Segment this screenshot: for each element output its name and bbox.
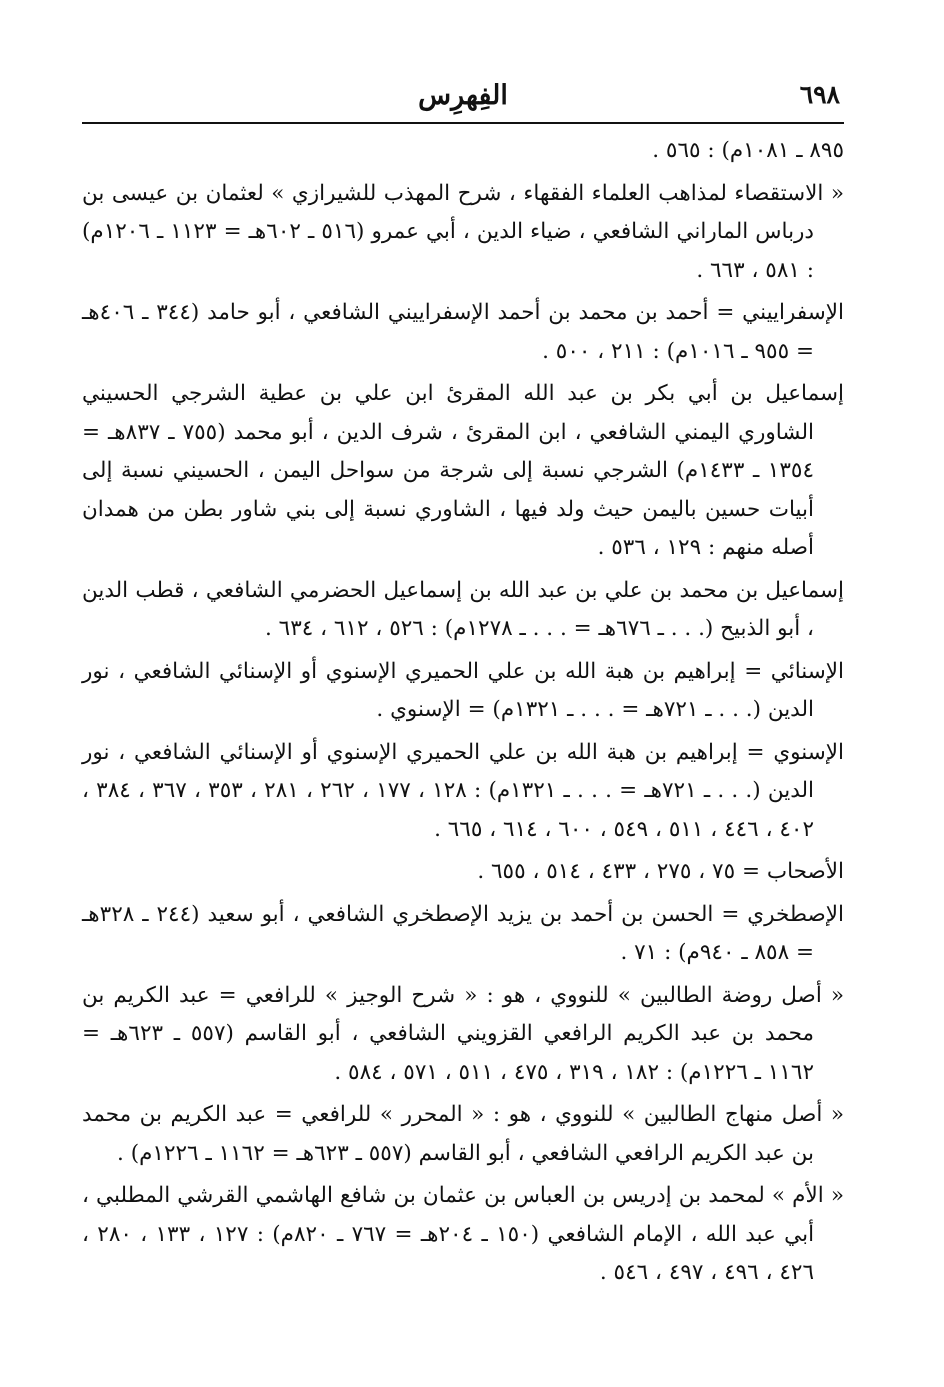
header-rule xyxy=(82,122,844,124)
index-entry: الإسفراييني = أحمد بن محمد بن أحمد الإسفراييني الشافعي ، أبو حامد (٣٤٤ ـ ٤٠٦هـ = ٩٥٥ ـ ١٠١٦م) : ٢١١ ، ٥٠٠ . xyxy=(82,300,844,364)
page-number: ٦٩٨ xyxy=(799,80,840,109)
index-entries xyxy=(82,132,844,1293)
index-entry: « أصل منهاج الطالبين » للنووي ، هو : « المحرر » للرافعي = عبد الكريم بن محمد بن عبد الكريم الرافعي الشافعي ، أبو القاسم (٥٥٧ ـ ٦٢٣هـ = ١١٦٢ ـ ١٢٢٦م) . xyxy=(82,1102,844,1166)
page-header xyxy=(82,80,844,122)
index-entry: إسماعيل بن محمد بن علي بن عبد الله بن إسماعيل الحضرمي الشافعي ، قطب الدين ، أبو الذبيح (. . . ـ ٦٧٦هـ = . . . ـ ١٢٧٨م) : ٥٢٦ ، ٦١٢ ، ٦٣٤ . xyxy=(82,577,844,641)
index-entry: « الاستقصاء لمذاهب العلماء الفقهاء ، شرح المهذب للشيرازي » لعثمان بن عيسى بن درباس الماراني الشافعي ، ضياء الدين ، أبي عمرو (٥١٦ ـ ٦٠٢هـ = ١١٢٣ ـ ١٢٠٦م) : ٥٨١ ، ٦٦٣ . xyxy=(82,180,844,283)
index-entry: « أصل روضة الطالبين » للنووي ، هو : « شرح الوجيز » للرافعي = عبد الكريم بن محمد بن عبد الكريم الرافعي القزويني الشافعي ، أبو القاسم (٥٥٧ ـ ٦٢٣هـ = ١١٦٢ ـ ١٢٢٦م) : ١٨٢ ، ٣١٩ ، ٤٧٥ ، ٥١١ ، ٥٧١ ، ٥٨٤ . xyxy=(82,982,844,1085)
index-entry: « الأم » لمحمد بن إدريس بن العباس بن عثمان بن شافع الهاشمي القرشي المطلبي ، أبي عبد الله ، الإمام الشافعي (١٥٠ ـ ٢٠٤هـ = ٧٦٧ ـ ٨٢٠م) : ١٢٧ ، ١٣٣ ، ٢٨٠ ، ٤٢٦ ، ٤٩٦ ، ٤٩٧ ، ٥٤٦ . xyxy=(82,1183,844,1285)
page-title: الفِهرِس xyxy=(418,80,508,111)
index-entry: إسماعيل بن أبي بكر بن عبد الله المقرئ ابن علي بن عطية الشرجي الحسيني الشاوري اليمني الشافعي ، ابن المقرئ ، شرف الدين ، أبو محمد (٧٥٥ ـ ٨٣٧هـ = ١٣٥٤ ـ ١٤٣٣م) الشرجي نسبة إلى شرجة من سواحل اليمن ، الحسيني نسبة إلى أبيات حسين باليمن حيث ولد فيها ، الشاوري نسبة إلى بني شاور بطن من همدان أصله منهم : ١٢٩ ، ٥٣٦ . xyxy=(82,381,844,560)
index-entry-continued: ٨٩٥ ـ ١٠٨١م) : ٥٦٥ . xyxy=(652,138,844,163)
index-entry: الإسنوي = إبراهيم بن هبة الله بن علي الحميري الإسنوي أو الإسنائي الشافعي ، نور الدين (. . . ـ ٧٢١هـ = . . . ـ ١٣٢١م) : ١٢٨ ، ١٧٧ ، ٢٦٢ ، ٢٨١ ، ٣٥٣ ، ٣٦٧ ، ٣٨٤ ، ٤٠٢ ، ٤٤٦ ، ٥١١ ، ٥٤٩ ، ٦٠٠ ، ٦١٤ ، ٦٦٥ . xyxy=(82,739,844,842)
index-entry: الإسنائي = إبراهيم بن هبة الله بن علي الحميري الإسنوي أو الإسنائي الشافعي ، نور الدين (. . . ـ ٧٢١هـ = . . . ـ ١٣٢١م) = الإسنوي . xyxy=(82,658,844,722)
index-entry: الإصطخري = الحسن بن أحمد بن يزيد الإصطخري الشافعي ، أبو سعيد (٢٤٤ ـ ٣٢٨هـ = ٨٥٨ ـ ٩٤٠م) : ٧١ . xyxy=(82,901,844,965)
index-page xyxy=(82,80,844,1297)
index-entry: الأصحاب = ٧٥ ، ٢٧٥ ، ٤٣٣ ، ٥١٤ ، ٦٥٥ . xyxy=(477,859,844,884)
